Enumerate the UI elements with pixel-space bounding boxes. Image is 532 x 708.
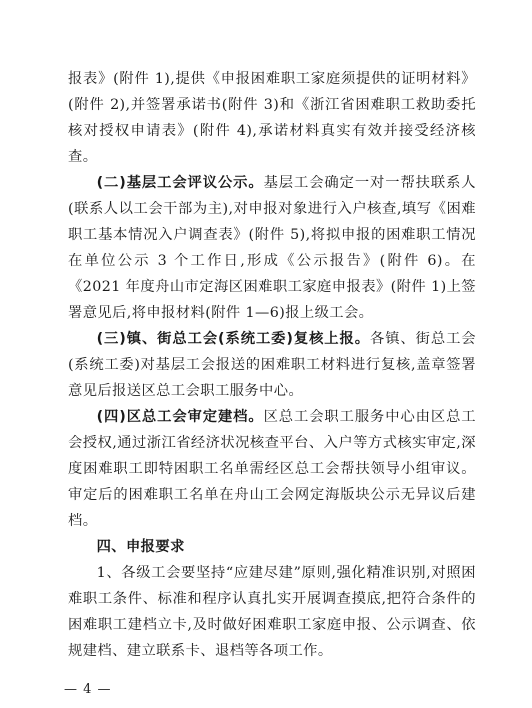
subsection-heading: (二)基层工会评议公示。 [96,175,264,191]
section-heading: 四、申报要求 [96,539,185,555]
paragraph-town-review [68,326,476,404]
paragraph-text: 基层工会确定一对一帮扶联系人(联系人以工会干部为主),对申报对象进行入户核查,填写《困难职工基本情况入户调查表》(附件 5),将拟申报的困难职工情况在单位公示 3 个工作日,形成《公示报告》(附件 6)。在《2021 年度舟山市定海区困难职工家庭申报表》(附件 1)上签署意见后,将申报材料(附件 1—6)报上级工会。 [68,175,476,321]
document-body [68,66,476,664]
page-number: — 4 — [64,682,112,697]
paragraph-grassroots-review [68,170,476,326]
paragraph-requirements [68,560,476,664]
paragraph-attachments [68,66,476,170]
paragraph-text: 报表》(附件 1),提供《申报困难职工家庭须提供的证明材料》(附件 2),并签署承诺书(附件 3)和《浙江省困难职工救助委托核对授权申请表》(附件 4),承诺材料真实有效并接受经济核查。 [68,71,476,165]
paragraph-text: 各镇、街总工会(系统工委)对基层工会报送的困难职工材料进行复核,盖章签署意见后报送区总工会职工服务中心。 [68,331,476,399]
subsection-heading: (三)镇、街总工会(系统工委)复核上报。 [96,331,370,347]
paragraph-district-approval [68,404,476,534]
subsection-heading: (四)区总工会审定建档。 [96,409,264,425]
paragraph-text: 区总工会职工服务中心由区总工会授权,通过浙江省经济状况核查平台、入户等方式核实审定,深度困难职工即特困职工名单需经区总工会帮扶领导小组审议。审定后的困难职工名单在舟山工会网定海版块公示无异议后建档。 [68,409,476,529]
paragraph-text: 1、各级工会要坚持“应建尽建”原则,强化精准识别,对照困难职工条件、标准和程序认真扎实开展调查摸底,把符合条件的困难职工建档立卡,及时做好困难职工家庭申报、公示调查、依规建档、建立联系卡、退档等各项工作。 [68,565,476,659]
